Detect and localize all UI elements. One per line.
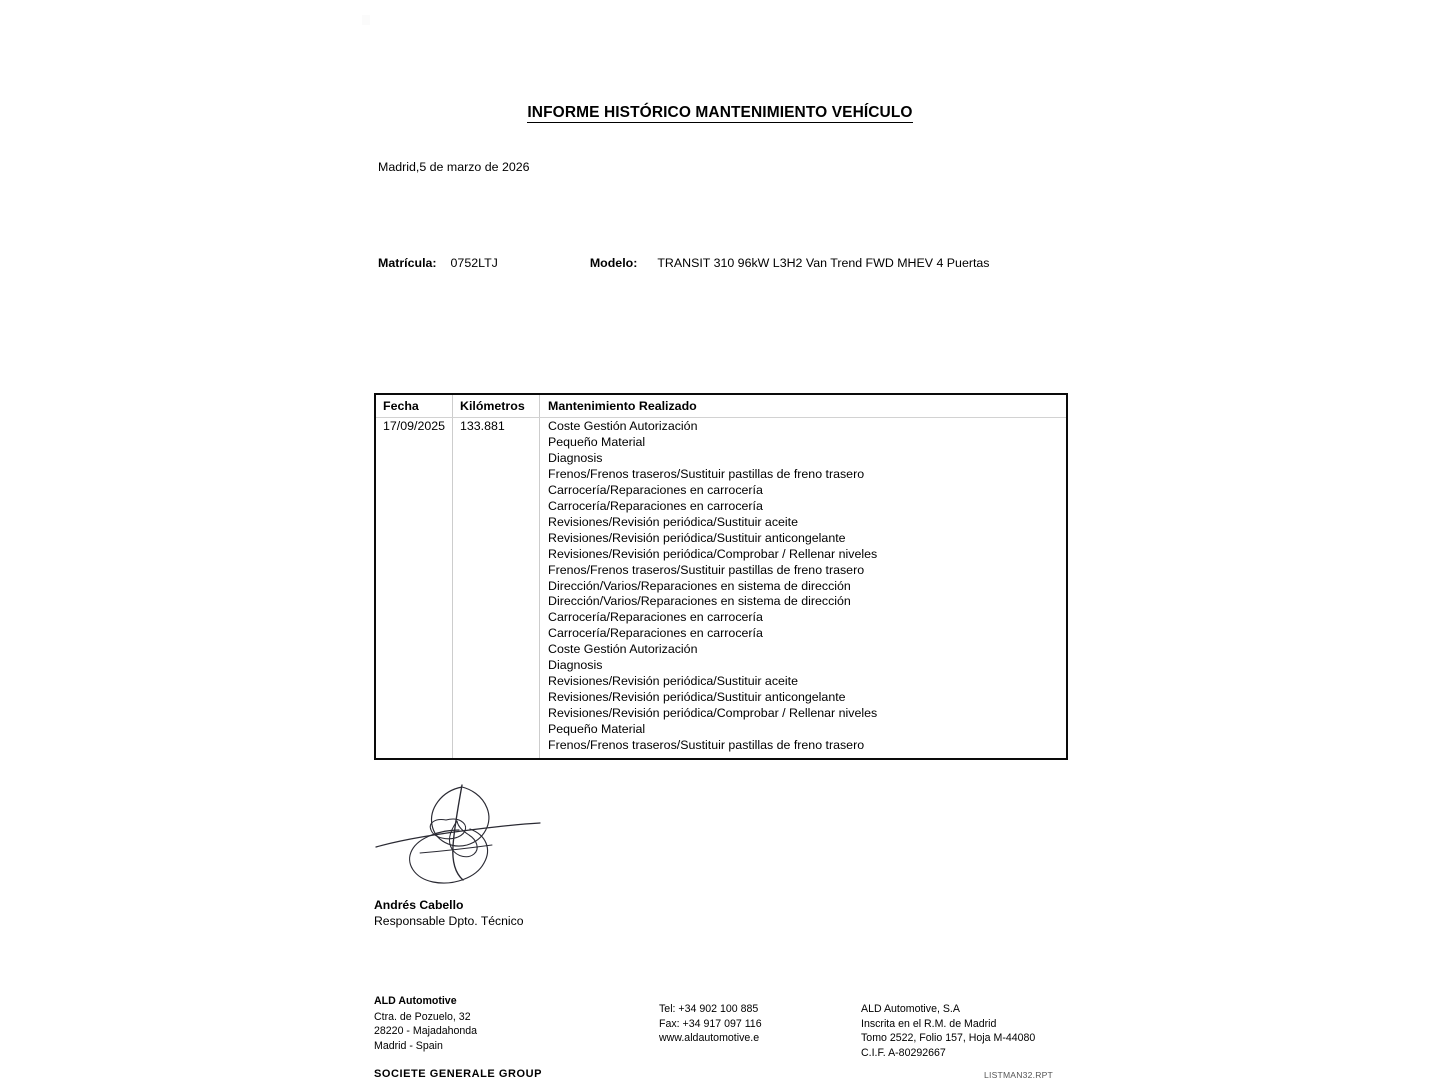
maintenance-item: Coste Gestión Autorización bbox=[548, 419, 698, 433]
maintenance-item: Pequeño Material bbox=[548, 722, 646, 737]
plate-label: Matrícula: bbox=[378, 256, 437, 270]
maintenance-item: Diagnosis bbox=[548, 658, 603, 673]
footer-legal-line: Inscrita en el R.M. de Madrid bbox=[861, 1017, 997, 1030]
footer-address-column bbox=[374, 994, 477, 1053]
page-title-text: INFORME HISTÓRICO MANTENIMIENTO VEHÍCULO bbox=[527, 104, 913, 121]
signatory-name: Andrés Cabello bbox=[374, 898, 464, 912]
maintenance-table bbox=[374, 393, 1068, 760]
footer-legal-line: Tomo 2522, Folio 157, Hoja M-44080 bbox=[861, 1032, 1036, 1045]
footer-contact-column bbox=[659, 1002, 762, 1046]
model-label: Modelo: bbox=[589, 256, 638, 270]
footer-address-lines bbox=[374, 1010, 477, 1054]
maintenance-item: Coste Gestión Autorización bbox=[548, 642, 698, 657]
footer-contact-line: www.aldautomotive.e bbox=[659, 1032, 760, 1045]
maintenance-item: Revisiones/Revisión periódica/Sustituir aceite bbox=[548, 674, 798, 689]
page-title bbox=[0, 104, 1440, 122]
footer-address-line: Madrid - Spain bbox=[374, 1039, 443, 1052]
maintenance-item: Carrocería/Reparaciones en carrocería bbox=[548, 482, 763, 497]
maintenance-item: Dirección/Varios/Reparaciones en sistema de dirección bbox=[548, 594, 851, 609]
footer-address-line: 28220 - Majadahonda bbox=[374, 1025, 478, 1038]
scan-artifact bbox=[362, 15, 370, 25]
maintenance-item: Revisiones/Revisión periódica/Comprobar / Rellenar niveles bbox=[548, 706, 878, 721]
maintenance-item: Diagnosis bbox=[548, 450, 603, 465]
report-code: LISTMAN32.RPT bbox=[984, 1070, 1053, 1080]
maintenance-item: Revisiones/Revisión periódica/Comprobar / Rellenar niveles bbox=[548, 546, 878, 561]
row-maintenance-items bbox=[548, 419, 1062, 754]
maintenance-item: Revisiones/Revisión periódica/Sustituir aceite bbox=[548, 514, 798, 529]
maintenance-item: Revisiones/Revisión periódica/Sustituir anticongelante bbox=[548, 530, 846, 545]
row-kilometers: 133.881 bbox=[460, 419, 505, 433]
maintenance-item: Revisiones/Revisión periódica/Sustituir anticongelante bbox=[548, 690, 846, 705]
vehicle-info bbox=[378, 256, 990, 270]
signature-image bbox=[374, 783, 542, 893]
model-value: TRANSIT 310 96kW L3H2 Van Trend FWD MHEV 4 Puertas bbox=[657, 256, 990, 270]
maintenance-item: Frenos/Frenos traseros/Sustituir pastillas de freno trasero bbox=[548, 562, 865, 577]
footer-contact-line: Tel: +34 902 100 885 bbox=[659, 1003, 759, 1015]
maintenance-item: Dirección/Varios/Reparaciones en sistema de dirección bbox=[548, 578, 851, 593]
column-header-mantenimiento: Mantenimiento Realizado bbox=[548, 399, 697, 413]
footer-contact-line: Fax: +34 917 097 116 bbox=[659, 1017, 762, 1030]
column-header-kilometros: Kilómetros bbox=[460, 399, 525, 413]
footer-group-name: SOCIETE GENERALE GROUP bbox=[374, 1068, 542, 1080]
plate-value: 0752LTJ bbox=[450, 256, 498, 270]
maintenance-item: Frenos/Frenos traseros/Sustituir pastillas de freno trasero bbox=[548, 738, 865, 753]
footer-legal-line: ALD Automotive, S.A bbox=[861, 1003, 960, 1015]
page-footer bbox=[0, 992, 1440, 1082]
column-separator-1 bbox=[452, 395, 453, 758]
column-separator-2 bbox=[539, 395, 540, 758]
footer-legal-column bbox=[861, 1002, 1035, 1060]
footer-legal-line: C.I.F. A-80292667 bbox=[861, 1046, 946, 1059]
maintenance-item: Pequeño Material bbox=[548, 434, 646, 449]
maintenance-item: Carrocería/Reparaciones en carrocería bbox=[548, 626, 763, 641]
maintenance-item: Frenos/Frenos traseros/Sustituir pastillas de freno trasero bbox=[548, 466, 865, 481]
row-date: 17/09/2025 bbox=[383, 419, 446, 433]
footer-address-line: Ctra. de Pozuelo, 32 bbox=[374, 1010, 471, 1023]
maintenance-item: Carrocería/Reparaciones en carrocería bbox=[548, 610, 763, 625]
header-rule bbox=[376, 417, 1066, 418]
maintenance-item: Carrocería/Reparaciones en carrocería bbox=[548, 498, 763, 513]
place-and-date: Madrid,5 de marzo de 2026 bbox=[378, 160, 530, 174]
footer-company-name: ALD Automotive bbox=[374, 995, 457, 1007]
column-header-fecha: Fecha bbox=[383, 399, 419, 413]
signatory-role: Responsable Dpto. Técnico bbox=[374, 914, 524, 928]
